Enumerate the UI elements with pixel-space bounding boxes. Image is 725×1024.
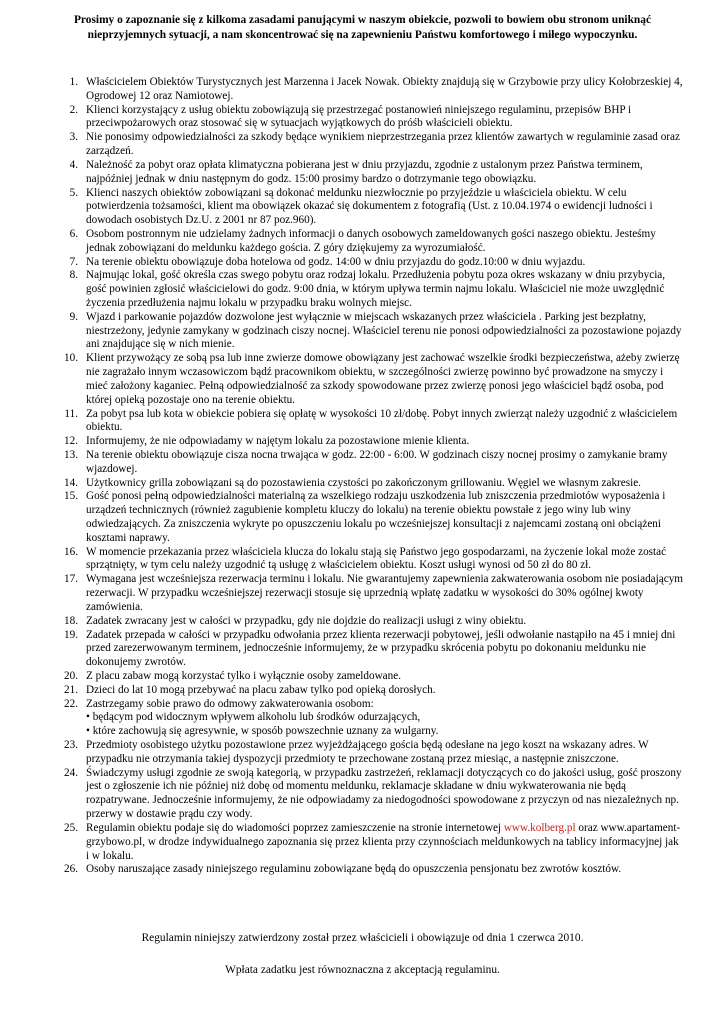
rule-item: 6. Osobom postronnym nie udzielamy żadnych informacji o danych osobowych zameldowanych gości naszego obiektu. Jesteśmy jednak zobowiązani do meldunku każdego gościa. Z góry dziękujemy za wyrozumiałość. bbox=[69, 227, 656, 254]
rule-item: 14. Użytkownicy grilla zobowiązani są do pozostawienia czystości po zakończonym grillowaniu. Węgiel we własnym zakresie. bbox=[64, 476, 641, 489]
rule-item: 13. Na terenie obiektu obowiązuje cisza nocna trwająca w godz. 22:00 - 6:00. W godzinach ciszy nocnej prosimy o zamykanie bramy wjazdowej. bbox=[64, 448, 668, 475]
rule-item: 24. Świadczymy usługi zgodnie ze swoją kategorią, w przypadku zastrzeżeń, reklamacji dotyczących co do jakości usług, gość proszony jest o zgłoszenie ich nie później niż dobę od momentu meldunku, reklamacje składane w dniu wykwaterowania nie będą rozpatrywane. Jednocześnie informujemy, że nie odpowiadamy za niedogodności spowodowane z przyczyn od nas niezależnych np. przerwy w dostawie prądu czy wody. bbox=[64, 766, 682, 821]
rule-item: 5. Klienci naszych obiektów zobowiązani są dokonać meldunku niezwłocznie po przyjeździe u właściciela obiektu. W celu potwierdzenia tożsamości, klient ma obowiązek okazać się dokumentem z fotografią (Ust. z 10.04.1974 o ewidencji ludności i dowodach osobistych Dz.U. z 2001 nr 87 poz.960). bbox=[69, 186, 653, 227]
rule-item: 23. Przedmioty osobistego użytku pozostawione przez wyjeżdżającego gościa będą odesłane na jego koszt na wskazany adres. W przypadku nie otrzymania takiej dyspozycji przedmioty te przechowane zostaną przez miesiąc, a następnie zniszczone. bbox=[64, 739, 649, 765]
rule-item: 4. Należność za pobyt oraz opłata klimatyczna pobierana jest w dniu przyjazdu, zgodnie z ustalonym przez Państwa terminem, najpóźniej jednak w dniu następnym do godz. 15:00 prosimy bardzo o dotrzymanie tego obowiązku. bbox=[69, 158, 643, 185]
rule-item: 26. Osoby naruszające zasady niniejszego regulaminu zobowiązane będą do opuszczenia pensjonatu bez zwrotów kosztów. bbox=[64, 863, 622, 876]
intro-heading: Prosimy o zapoznanie się z kilkoma zasadami panującymi w naszym obiekcie, pozwoli to bowiem obu stronom uniknąć nieprzyjemnych sytuacji, a nam skoncentrować się na zapewnieniu Państwu komfortowego i miłego wypoczynku. bbox=[73, 14, 652, 41]
rule-item: 20. Z placu zabaw mogą korzystać tylko i wyłącznie osoby zameldowane. bbox=[64, 669, 401, 682]
rule-item: 19. Zadatek przepada w całości w przypadku odwołania przez klienta rezerwacji pobytowej, jeśli odwołanie nastąpiło na 45 i mniej dni przed zarezerwowanym terminem, jednocześnie informujemy, że w przypadku skrócenia pobytu po dokonaniu meldunku nie dokonujemy zwrotów. bbox=[64, 628, 676, 669]
rule-item: 11. Za pobyt psa lub kota w obiekcie pobiera się opłatę w wysokości 10 zł/dobę. Pobyt innych zwierząt należy uzgodnić z właścicielem obiektu. bbox=[64, 407, 678, 434]
rule-item: 18. Zadatek zwracany jest w całości w przypadku, gdy nie dojdzie do realizacji usługi z winy obiektu. bbox=[64, 614, 527, 627]
rule-item: 8. Najmując lokal, gość określa czas swego pobytu oraz rodzaj lokalu. Przedłużenia pobytu poza okres wskazany w dniu przybycia, gość powinien zgłosić właścicielowi do godz. 9:00 dnia, w którym upływa termin najmu lokalu. Właściciel nie może uwzględnić życzenia przedłużenia najmu lokalu w przypadku braku wolnych miejsc. bbox=[69, 269, 666, 309]
rule-item: 25. Regulamin obiektu podaje się do wiadomości poprzez zamieszczenie na stronie internetowej www.kolberg.pl oraz www.apartament-grzybowo.pl, w drodze indywidualnego zapoznania się przez klienta przy czynnościach meldunkowych na tablicy informacyjnej jak i w lokalu. bbox=[64, 821, 681, 862]
rule-item: 12. Informujemy, że nie odpowiadamy w najętym lokalu za pozostawione mienie klienta. bbox=[64, 435, 470, 448]
deposit-note: Wpłata zadatku jest równoznaczna z akceptacją regulaminu. bbox=[225, 964, 500, 976]
rule-item: 16. W momencie przekazania przez właściciela klucza do lokalu stają się Państwo jego gospodarzami, na życzenie lokal może zostać sprzątnięty, w tym celu należy uzgodnić tą usługę z właścicielem obiektu. Koszt usługi wynosi od 50 zł do 80 zł. bbox=[64, 545, 667, 572]
bullet-item: • które zachowują się agresywnie, w sposób powszechnie uznany za wulgarny. bbox=[86, 725, 439, 738]
rule-item: 2. Klienci korzystający z usług obiektu zobowiązują się przestrzegać postanowień niniejszego regulaminu, przepisów BHP i przeciwpożarowych oraz stosować się w sytuacjach wyjątkowych do próśb właścicieli obiektu. bbox=[69, 103, 632, 130]
rule-item: 9. Wjazd i parkowanie pojazdów dozwolone jest wyłącznie w miejscach wskazanych przez właściciela . Parking jest bezpłatny, niestrzeżony, jedynie zamykany w godzinach ciszy nocnej. Właściciel terenu nie ponosi odpowiedzialności za pozostawione pojazdy ani znajdujące się w nich mienie. bbox=[69, 310, 682, 351]
approval-note: Regulamin niniejszy zatwierdzony został przez właścicieli i obowiązuje od dnia 1 czerwca 2010. bbox=[141, 932, 584, 944]
kolberg-link[interactable]: www.kolberg.pl bbox=[503, 821, 576, 834]
rule-item: 1. Właścicielem Obiektów Turystycznych jest Marzenna i Jacek Nowak. Obiekty znajdują się w Grzybowie przy ulicy Kołobrzeskiej 4, Ogrodowej 12 oraz Namiotowej. bbox=[69, 76, 683, 102]
rule-item: 21. Dzieci do lat 10 mogą przebywać na placu zabaw tylko pod opieką dorosłych. bbox=[64, 683, 436, 696]
bullet-item: • będącym pod widocznym wpływem alkoholu lub środków odurzających, bbox=[86, 711, 421, 724]
rules-list bbox=[34, 76, 684, 877]
rule-item: 15. Gość ponosi pełną odpowiedzialności materialną za wszelkiego rodzaju uszkodzenia lub zniszczenia przedmiotów wyposażenia i urządzeń technicznych (również zagubienie kompletu kluczy do lokalu) na terenie obiektu powstałe z jego winy lub winy odwiedzających. Za zniszczenia wykryte po opuszczeniu lokalu po wcześniejszej konsultacji z najemcami zostaną oni obciążeni kosztami naprawy. bbox=[64, 490, 666, 544]
rule-item: 22. Zastrzegamy sobie prawo do odmowy zakwaterowania osobom: • będącym pod widocznym wpływem alkoholu lub środków odurzających, • które zachowują się agresywnie, w sposób powszechnie uznany za wulgarny. bbox=[34, 698, 684, 739]
rule-item: 10. Klient przywożący ze sobą psa lub inne zwierze domowe obowiązany jest zachować wszelkie środki bezpieczeństwa, ażeby zwierzę nie zagrażało innym wczasowiczom bądź pracownikom obiektu, w szczególności zwierzę powinno być prowadzone na smyczy i mieć założony kaganiec. Pełną odpowiedzialność za szkody spowodowane przez zwierzę ponosi jego właściciel bądź osoba, pod której opieką pozostaje ono na terenie obiektu. bbox=[64, 352, 680, 406]
rule-item: 7. Na terenie obiektu obowiązuje doba hotelowa od godz. 14:00 w dniu przyjazdu do godz.10:00 w dniu wyjazdu. bbox=[69, 255, 586, 268]
rule-item: 17. Wymagana jest wcześniejsza rezerwacja terminu i lokalu. Nie gwarantujemy zapewnienia zakwaterowania osobom nie posiadającym rezerwacji. W przypadku wcześniejszej rezerwacji stosuje się uprzednią wpłatę zadatku w wysokości do 30% ogólnej kwoty zamówienia. bbox=[64, 573, 683, 613]
rule-item: 3. Nie ponosimy odpowiedzialności za szkody będące wynikiem nieprzestrzegania przez klientów zawartych w regulaminie zasad oraz zarządzeń. bbox=[69, 131, 680, 158]
